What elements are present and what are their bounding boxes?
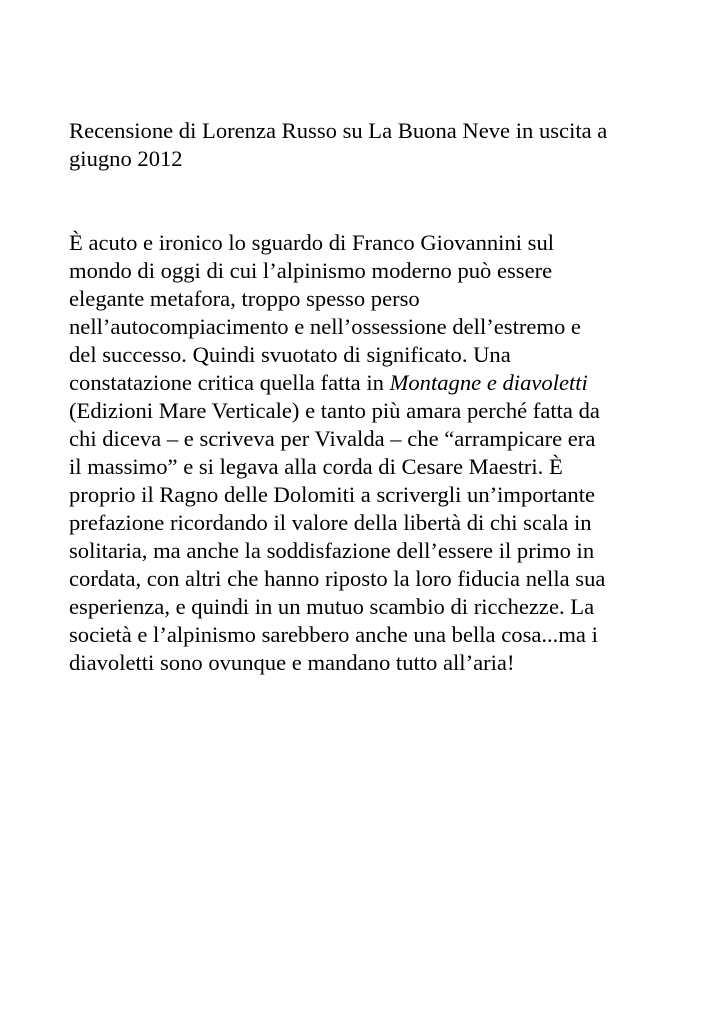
body-line: elegante metafora, troppo spesso perso xyxy=(69,286,420,311)
book-title: Montagne e diavoletti xyxy=(389,370,588,395)
body-line: (Edizioni Mare Verticale) e tanto più amara perché fatta da xyxy=(69,398,600,423)
body-line: solitaria, ma anche la soddisfazione dell’essere il primo in xyxy=(69,538,595,563)
review-title-line-2: giugno 2012 xyxy=(69,146,183,171)
body-line: cordata, con altri che hanno riposto la loro fiducia nella sua xyxy=(69,566,606,591)
body-line: del successo. Quindi svuotato di significato. Una xyxy=(69,342,511,367)
body-line-text: constatazione critica quella fatta in xyxy=(69,370,390,395)
body-line: esperienza, e quindi in un mutuo scambio di ricchezze. La xyxy=(69,594,595,619)
body-line: È acuto e ironico lo sguardo di Franco Giovannini sul xyxy=(69,230,555,255)
body-line: il massimo” e si legava alla corda di Cesare Maestri. È xyxy=(69,454,563,479)
body-line: nell’autocompiacimento e nell’ossessione dell’estremo e xyxy=(69,314,581,339)
body-line xyxy=(69,369,588,397)
body-line: prefazione ricordando il valore della libertà di chi scala in xyxy=(69,510,592,535)
body-line: diavoletti sono ovunque e mandano tutto all’aria! xyxy=(69,650,515,675)
body-line: società e l’alpinismo sarebbero anche una bella cosa...ma i xyxy=(69,622,598,647)
body-line: mondo di oggi di cui l’alpinismo moderno può essere xyxy=(69,258,553,283)
body-line: chi diceva – e scriveva per Vivalda – che “arrampicare era xyxy=(69,426,596,451)
review-title-line-1: Recensione di Lorenza Russo su La Buona Neve in uscita a xyxy=(69,118,608,143)
body-line: proprio il Ragno delle Dolomiti a scrivergli un’importante xyxy=(69,482,596,507)
